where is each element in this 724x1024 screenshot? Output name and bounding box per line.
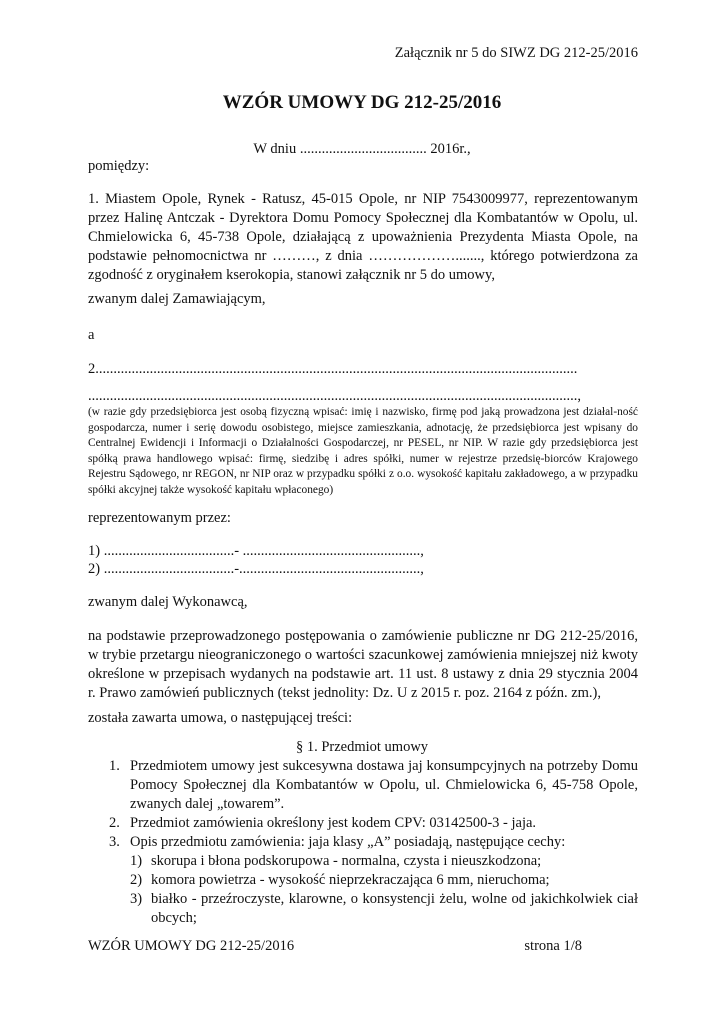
sub-item-number: 1) — [130, 853, 143, 869]
basis-paragraph: na podstawie przeprowadzonego postępowania o zamówienie publiczne nr DG 212-25/2016, w trybie przetargu nieograniczonego o wartości szacunkowej zamówienia mniejszej niż kwoty określone w przepisach wydanych na podstawie art. 11 ust. 8 ustawy z dnia 29 stycznia 2004 r. Prawo zamówień publicznych (tekst jednolity: Dz. U z 2015 r. poz. 2164 z późn. zm.), — [88, 628, 638, 701]
list-item — [109, 833, 638, 852]
party2-line: 2..................................................................................................................................... — [88, 361, 578, 377]
page-title: WZÓR UMOWY DG 212-25/2016 — [222, 92, 502, 113]
sub-item-text: komora powietrza - wysokość nieprzekraczająca 6 mm, nieruchoma; — [151, 872, 550, 888]
sub-list-item — [130, 852, 638, 871]
section-list — [109, 757, 638, 928]
header-reference: Załącznik nr 5 do SIWZ DG 212-25/2016 — [394, 45, 638, 61]
list-item — [109, 814, 638, 833]
date-line: W dniu ................................... 2016r., — [253, 141, 471, 157]
list-item-number: 2. — [109, 815, 120, 831]
called-ordering: zwanym dalej Zamawiającym, — [88, 291, 266, 307]
concluded-line: została zawarta umowa, o następującej treści: — [88, 710, 353, 726]
sub-item-number: 2) — [130, 872, 143, 888]
page-number: strona 1/8 — [524, 938, 582, 954]
called-contractor: zwanym dalej Wykonawcą, — [88, 594, 248, 610]
list-item-number: 1. — [109, 758, 120, 774]
represented-by: reprezentowanym przez: — [88, 510, 231, 526]
section-title: § 1. Przedmiot umowy — [295, 739, 429, 755]
sub-item-text: białko - przeźroczyste, klarowne, o konsystencji żelu, wolne od jakichkolwiek ciał obcych; — [151, 891, 638, 926]
representative-1: 1) ....................................- ................................................., — [88, 543, 424, 559]
list-item-text: Przedmiot zamówienia określony jest kodem CPV: 03142500-3 - jaja. — [130, 815, 537, 831]
party2-note: (w razie gdy przedsiębiorca jest osobą fizyczną wpisać: imię i nazwisko, firmę pod jaką prowadzona jest działal-ność gospodarcza, numer i serię dowodu osobistego, miejsce zamieszkania, adnotację, że przedsiębiorca jest wpisany do Centralnej Ewidencji i Informacji o Działalności Gospodarczej, nr PESEL, nr NIP. W razie gdy przedsiębiorca jest spółką prawa handlowego wpisać: firmę, siedzibę i adres spółki, numer w rejestrze przedsię-biorców Krajowego Rejestru Sądowego, nr REGON, nr NIP oraz w przypadku spółki z o.o. wysokość kapitału zakładowego, a w przypadku spółki akcyjnej także wysokość kapitału wpłaconego) — [88, 406, 638, 496]
sub-list-item — [130, 871, 638, 890]
and-label: a — [88, 327, 95, 343]
sub-list-item — [130, 890, 638, 928]
party1-paragraph: 1. Miastem Opole, Rynek - Ratusz, 45-015 Opole, nr NIP 7543009977, reprezentowanym przez Halinę Antczak - Dyrektora Domu Pomocy Społecznej dla Kombatantów w Opolu, ul. Chmielowicka 6, 45-738 Opole, działającą z upoważnienia Prezydenta Miasta Opole, na podstawie pełnomocnictwa nr ………, z dnia ………………......., którego potwierdzona za zgodność z oryginałem kserokopia, stanowi załącznik nr 5 do umowy, — [88, 191, 638, 283]
list-item-text: Opis przedmiotu zamówienia: jaja klasy „A” posiadają, następujące cechy: — [130, 834, 566, 850]
sub-item-number: 3) — [130, 891, 143, 907]
sub-item-text: skorupa i błona podskorupowa - normalna, czysta i nieuszkodzona; — [151, 853, 542, 869]
representative-2: 2) ....................................-.................................................., — [88, 561, 424, 577]
list-item-text: Przedmiotem umowy jest sukcesywna dostawa jaj konsumpcyjnych na potrzeby Domu Pomocy Społecznej dla Kombatantów w Opolu, ul. Chmielowicka 6, 45-758 Opole, zwanych dalej „towarem”. — [130, 758, 638, 812]
list-item — [109, 757, 638, 814]
list-item-number: 3. — [109, 834, 120, 850]
party2-line2: ......................................................................................................................................., — [88, 388, 581, 404]
footer-title: WZÓR UMOWY DG 212-25/2016 — [88, 938, 295, 954]
between-label: pomiędzy: — [88, 158, 150, 174]
